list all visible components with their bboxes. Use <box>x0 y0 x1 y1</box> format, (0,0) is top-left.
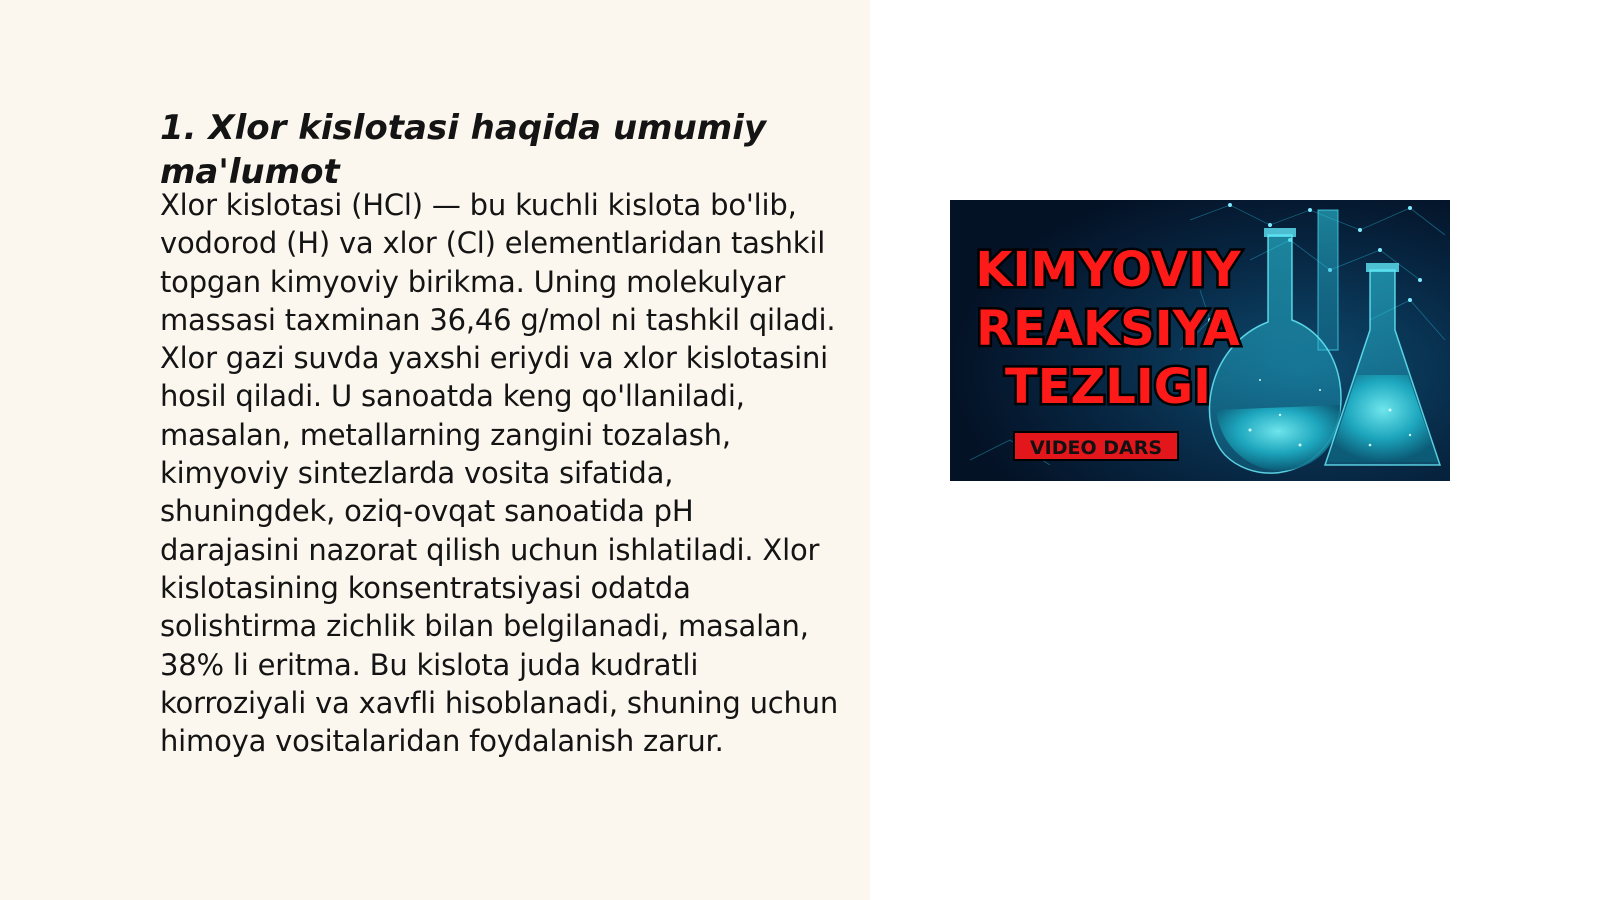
video-thumbnail[interactable] <box>950 200 1450 481</box>
slide-heading: 1. Xlor kislotasi haqida umumiy ma'lumot <box>160 108 767 192</box>
video-badge-label: VIDEO DARS <box>1029 437 1163 459</box>
thumbnail-title-line1: KIMYOVIY <box>975 242 1241 298</box>
thumbnail-artwork <box>950 200 1450 481</box>
test-tube-icon <box>1318 210 1338 350</box>
thumbnail-title-line2: REAKSIYA <box>976 301 1240 357</box>
slide-body-text: Xlor kislotasi (HCl) — bu kuchli kislota bo'lib, vodorod (H) va xlor (Cl) elementlaridan tashkil topgan kimyoviy birikma. Uning molekulyar massasi taxminan 36,46 g/mol ni tashkil qiladi. Xlor gazi suvda yaxshi eriydi va xlor kislotasini hosil qiladi. U sanoatda keng qo'llaniladi, masalan, metallarning zangini tozalash, kimyoviy sintezlarda vosita sifatida, shuningdek, oziq-ovqat sanoatida pH darajasini nazorat qilish uchun ishlatiladi. Xlor kislotasining konsentratsiyasi odatda solishtirma zichlik bilan belgilanadi, masalan, 38% li eritma. Bu kislota juda kudratli korroziyali va xavfli hisoblanadi, shuning uchun himoya vositalaridan foydalanish zarur. <box>160 188 839 759</box>
thumbnail-title-line3: TEZLIGI <box>1004 359 1212 415</box>
